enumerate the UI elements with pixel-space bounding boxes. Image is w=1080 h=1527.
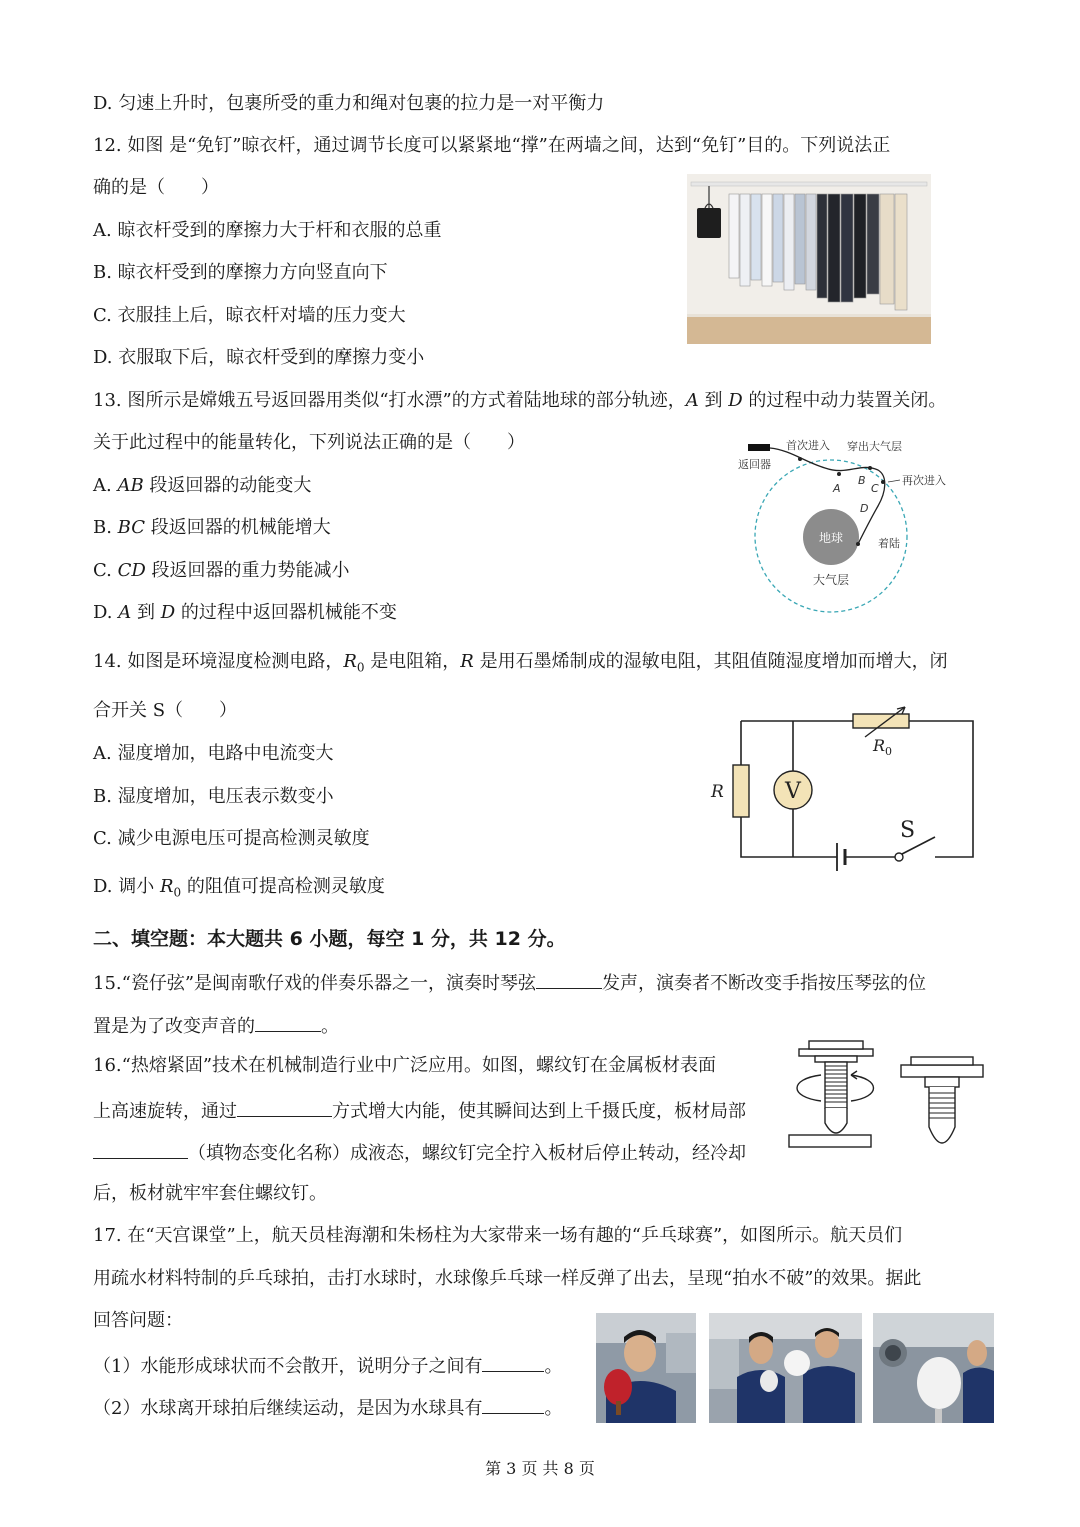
left-screw-cap	[799, 1049, 873, 1056]
q13-option-a: A. AB 段返回器的动能变大	[93, 475, 312, 496]
q13-stem-line1: 13. 图所示是嫦娥五号返回器用类似“打水漂”的方式着陆地球的部分轨迹，A 到 D 的过程中动力装置关闭。	[93, 390, 947, 411]
water-ball-large-icon	[917, 1357, 961, 1409]
first-entry-label: 首次进入	[786, 439, 830, 452]
returner-label: 返回器	[738, 458, 771, 471]
resistor-r	[733, 765, 749, 817]
second-entry-label: 再次进入	[902, 474, 946, 487]
q17-sub1: （1）水能形成球状而不会散开，说明分子之间有 。	[93, 1353, 562, 1378]
q15-line2: 置是为了改变声音的 。	[93, 1013, 339, 1038]
q14-stem-line2: 合开关 S（ ）	[93, 700, 238, 721]
q13-option-b: B. BC 段返回器的机械能增大	[93, 517, 331, 538]
metal-plate	[789, 1135, 871, 1147]
atmosphere-label: 大气层	[812, 573, 850, 587]
screw-diagram	[785, 1035, 995, 1155]
point-b-label: B	[858, 474, 866, 487]
section-2-heading: 二、填空题：本大题共 6 小题，每空 1 分，共 12 分。	[93, 928, 566, 950]
q16-blank-1[interactable]	[237, 1098, 332, 1117]
circuit-diagram	[705, 705, 985, 875]
trajectory-diagram	[730, 432, 970, 617]
page-number-footer: 第 3 页 共 8 页	[485, 1459, 595, 1478]
q16-line1: 16.“热熔紧固”技术在机械制造行业中广泛应用。如图，螺纹钉在金属板材表面	[93, 1055, 717, 1076]
q17-blank-2[interactable]	[482, 1395, 544, 1414]
rotation-arrow-icon	[797, 1075, 821, 1101]
point-a-label: A	[833, 482, 841, 495]
q14-option-b: B. 湿度增加，电压表示数变小	[93, 786, 334, 807]
q13-option-c: C. CD 段返回器的重力势能减小	[93, 560, 350, 581]
paddle-icon	[604, 1369, 632, 1405]
resistor-box-r0	[853, 714, 909, 728]
point-c-label: C	[871, 482, 879, 495]
switch-pivot	[895, 853, 903, 861]
landing-label: 着陆	[878, 537, 900, 550]
q15-blank-1[interactable]	[536, 970, 602, 989]
q13-stem-line2: 关于此过程中的能量转化，下列说法正确的是（ ）	[93, 432, 525, 453]
exit-atmosphere-label: 穿出大气层	[847, 440, 902, 453]
q11-option-d: D. 匀速上升时，包裹所受的重力和绳对包裹的拉力是一对平衡力	[93, 93, 605, 114]
water-ball-icon	[784, 1350, 810, 1376]
q13-option-d: D. A 到 D 的过程中返回器机械能不变	[93, 602, 397, 623]
point-d-label: D	[860, 502, 869, 515]
q15-line1: 15.“瓷仔弦”是闽南歌仔戏的伴奏乐器之一，演奏时琴弦 发声，演奏者不断改变手指按压琴弦的位	[93, 970, 926, 995]
earth-label: 地球	[818, 531, 844, 545]
q15-blank-2[interactable]	[255, 1013, 321, 1032]
astronaut-photo-2	[709, 1313, 862, 1423]
q12-stem-line1: 12. 如图 是“免钉”晾衣杆，通过调节长度可以紧紧地“撑”在两墙之间，达到“免钉”目的。下列说法正	[93, 135, 891, 156]
clothes-rack-photo	[687, 174, 931, 344]
q16-line2: 上高速旋转，通过 方式增大内能，使其瞬间达到上千摄氏度，板材局部	[93, 1098, 746, 1123]
q14-stem-line1: 14. 如图是环境湿度检测电路，$R_0$ 是电阻箱，R 是用石墨烯制成的湿敏电阻，其阻值随湿度增加而增大，闭	[93, 651, 948, 675]
right-screw-cap	[901, 1065, 983, 1077]
q16-line4: 后，板材就牢牢套住螺纹钉。	[93, 1183, 327, 1204]
q17-blank-1[interactable]	[482, 1353, 544, 1372]
q17-sub2: （2）水球离开球拍后继续运动，是因为水球具有 。	[93, 1395, 562, 1420]
q14-option-c: C. 减少电源电压可提高检测灵敏度	[93, 828, 370, 849]
resistor-box-r0-label: $R_0$	[873, 736, 893, 758]
q17-line1: 17. 在“天宫课堂”上，航天员桂海潮和朱杨柱为大家带来一场有趣的“乒乓球赛”，如图所示。航天员们	[93, 1225, 903, 1246]
q17-line3: 回答问题：	[93, 1310, 183, 1331]
q12-option-a: A. 晾衣杆受到的摩擦力大于杆和衣服的总重	[93, 220, 442, 241]
q17-line2: 用疏水材料特制的乒乓球拍，击打水球时，水球像乒乓球一样反弹了出去，呈现“拍水不破”的效果。据此	[93, 1268, 922, 1289]
resistor-r-label: R	[711, 782, 724, 802]
astronaut-photo-3	[873, 1313, 994, 1423]
q16-line3: （填物态变化名称）成液态，螺纹钉完全拧入板材后停止转动，经冷却	[93, 1140, 746, 1165]
returner-icon	[748, 444, 770, 451]
q12-stem-line2: 确的是（ ）	[93, 177, 219, 198]
q12-option-b: B. 晾衣杆受到的摩擦力方向竖直向下	[93, 262, 388, 283]
q12-option-c: C. 衣服挂上后，晾衣杆对墙的压力变大	[93, 305, 406, 326]
q12-option-d: D. 衣服取下后，晾衣杆受到的摩擦力变小	[93, 347, 425, 368]
astronaut-photo-1	[596, 1313, 696, 1423]
voltmeter-label: V	[785, 779, 801, 804]
q14-option-a: A. 湿度增加，电路中电流变大	[93, 743, 334, 764]
q16-blank-2[interactable]	[93, 1140, 188, 1159]
q14-option-d: D. 调小 $R_0$ 的阻值可提高检测灵敏度	[93, 876, 385, 900]
switch-label: S	[900, 818, 916, 843]
